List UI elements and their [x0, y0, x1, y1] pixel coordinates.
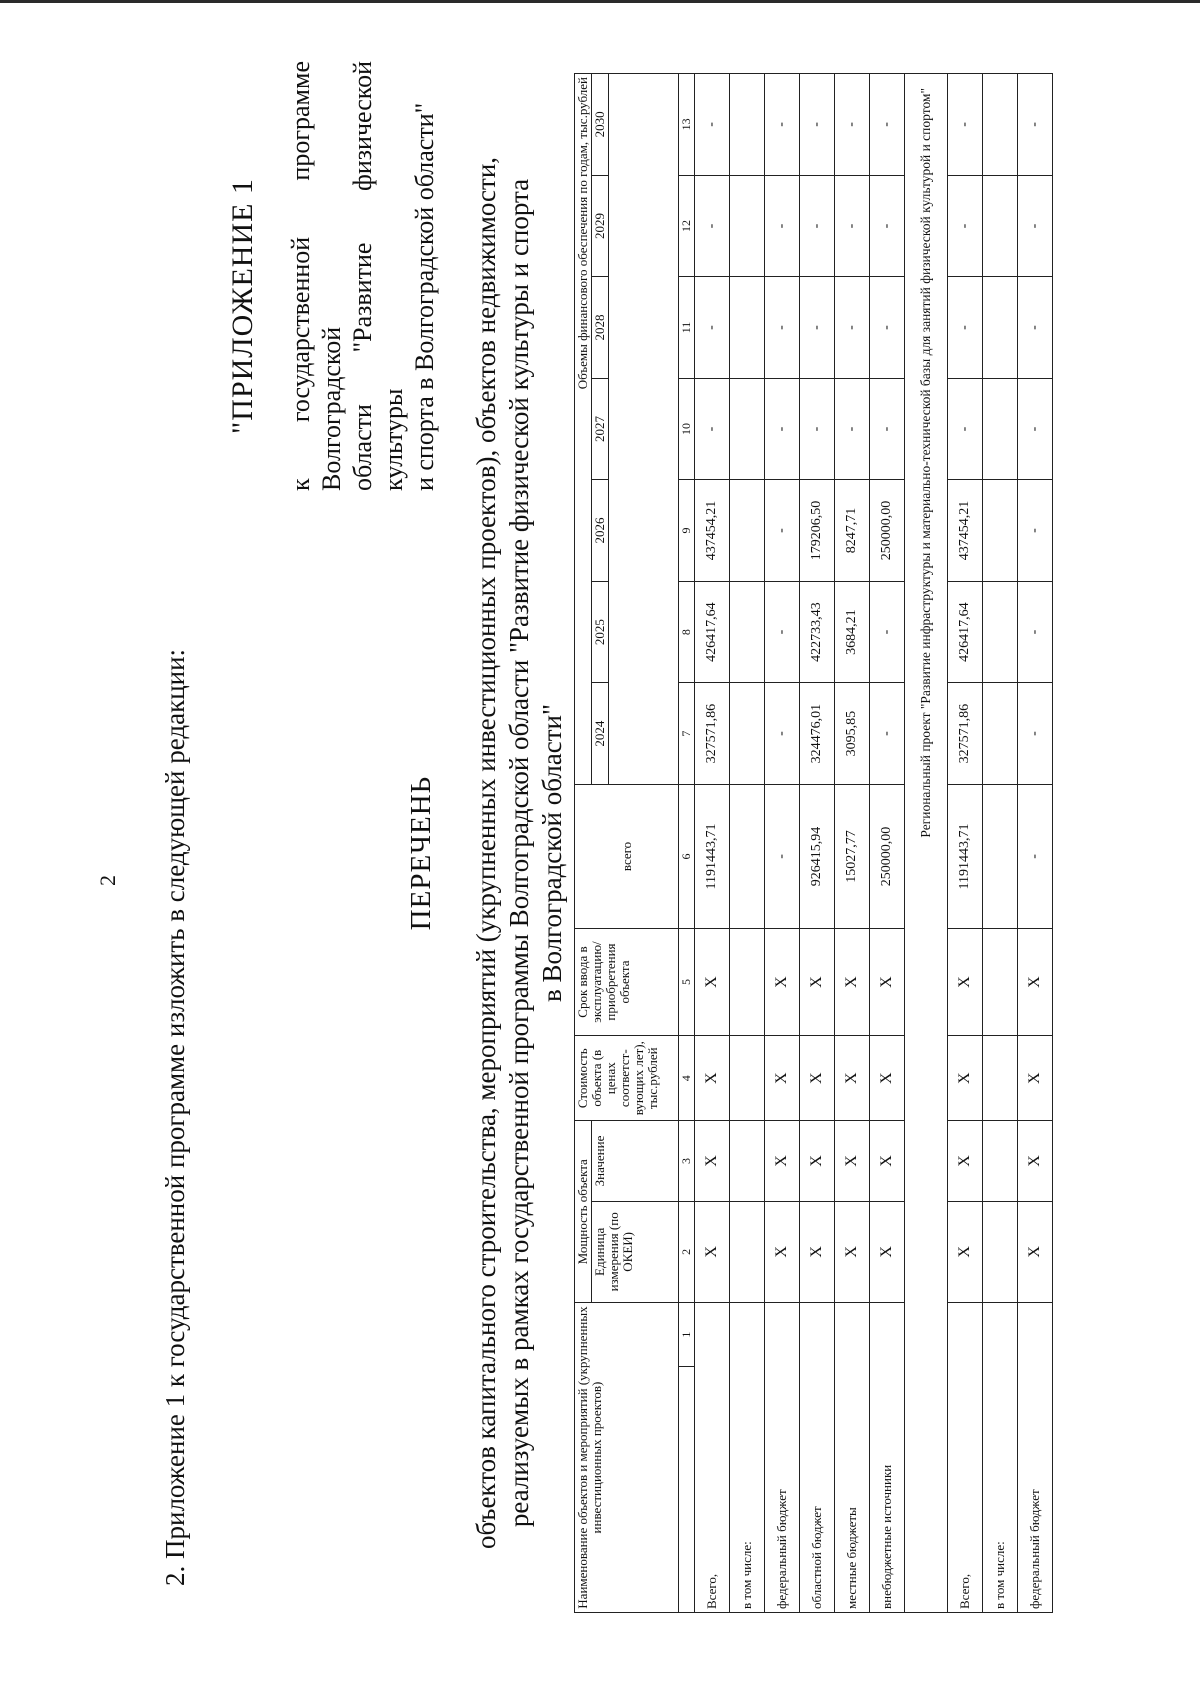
- table-cell: -: [800, 277, 835, 379]
- table-cell: 1191443,71: [695, 784, 730, 928]
- table-cell: -: [835, 74, 870, 176]
- table-cell: [730, 480, 765, 582]
- table-cell: 422733,43: [800, 581, 835, 683]
- table-cell: X: [948, 929, 983, 1036]
- table-cell: 1191443,71: [948, 784, 983, 928]
- table-cell: 926415,94: [800, 784, 835, 928]
- header-funding: Объемы финансового обеспечения по годам, тыс.рублей: [575, 74, 592, 785]
- table-cell: -: [835, 378, 870, 480]
- table-cell: X: [870, 1201, 905, 1303]
- row-name: внебюджетные источники: [870, 1303, 905, 1613]
- table-cell: 426417,64: [695, 581, 730, 683]
- table-cell: [983, 929, 1018, 1036]
- table-cell: X: [765, 1201, 800, 1303]
- table-cell: X: [870, 1121, 905, 1201]
- project-title: Региональный проект "Развитие инфраструктуры и материально-технической базы для занятий физической культурой и спортом": [905, 74, 948, 1613]
- table-cell: 437454,21: [948, 480, 983, 582]
- table-cell: -: [695, 175, 730, 277]
- column-number: 6: [679, 784, 695, 928]
- row-name: местные бюджеты: [835, 1303, 870, 1613]
- column-numbers-row: [679, 74, 695, 1613]
- table-cell: 179206,50: [800, 480, 835, 582]
- table-cell: 15027,77: [835, 784, 870, 928]
- table-cell: X: [800, 1035, 835, 1120]
- table-cell: -: [765, 581, 800, 683]
- header-total: всего: [575, 784, 679, 928]
- header-year: 2027: [592, 378, 609, 480]
- table-cell: -: [870, 683, 905, 785]
- table-row: [948, 74, 983, 1613]
- table-cell: 8247,71: [835, 480, 870, 582]
- table-cell: -: [765, 683, 800, 785]
- table-cell: X: [835, 1201, 870, 1303]
- table-cell: X: [948, 1121, 983, 1201]
- header-spacer: [609, 74, 679, 785]
- table-cell: X: [765, 1035, 800, 1120]
- table-cell: X: [1018, 1035, 1053, 1120]
- table-cell: -: [948, 74, 983, 176]
- table-row: [983, 74, 1018, 1613]
- table-cell: X: [1018, 929, 1053, 1036]
- table-cell: -: [1018, 683, 1053, 785]
- header-cost: Стоимость объекта (в ценах соответст-вующих лет), тыс.рублей: [575, 1035, 679, 1120]
- table-cell: 3684,21: [835, 581, 870, 683]
- row-name: федеральный бюджет: [1018, 1303, 1053, 1613]
- header-capacity: Мощность объекта: [575, 1121, 592, 1303]
- table-cell: [730, 929, 765, 1036]
- table-cell: 426417,64: [948, 581, 983, 683]
- appendix-line: к государственной программе Волгоградской: [286, 61, 346, 491]
- table-cell: X: [695, 1121, 730, 1201]
- table-cell: -: [1018, 784, 1053, 928]
- appendix-line: области "Развитие физической культуры: [348, 61, 408, 491]
- table-cell: -: [765, 378, 800, 480]
- table-cell: X: [835, 1035, 870, 1120]
- table-cell: -: [870, 277, 905, 379]
- table-cell: -: [1018, 581, 1053, 683]
- row-name: Всего,: [695, 1303, 730, 1613]
- column-number: 5: [679, 929, 695, 1036]
- column-number: 13: [679, 74, 695, 176]
- table-cell: [983, 480, 1018, 582]
- table-cell: [983, 378, 1018, 480]
- table-cell: -: [800, 378, 835, 480]
- table-row: [730, 74, 765, 1613]
- table-cell: -: [835, 175, 870, 277]
- table-cell: -: [870, 378, 905, 480]
- table-body: [679, 74, 1053, 1613]
- column-number: 4: [679, 1035, 695, 1120]
- column-number: [679, 1367, 695, 1613]
- table-row: [695, 74, 730, 1613]
- row-name: Всего,: [948, 1303, 983, 1613]
- header-year: 2029: [592, 175, 609, 277]
- table-cell: 327571,86: [948, 683, 983, 785]
- header-year: 2026: [592, 480, 609, 582]
- row-name: в том числе:: [730, 1303, 765, 1613]
- table-cell: -: [1018, 378, 1053, 480]
- table-cell: 324476,01: [800, 683, 835, 785]
- header-deadline: Срок ввода в эксплуатацию/ приобретения объекта: [575, 929, 679, 1036]
- header-name: Наименование объектов и мероприятий (укрупненных инвестиционных проектов): [575, 1303, 679, 1613]
- column-number: 2: [679, 1201, 695, 1303]
- list-subtitle-line: реализуемых в рамках государственной программы Волгоградской области "Развитие физической культуры и спорта: [504, 178, 534, 1528]
- table-cell: -: [948, 277, 983, 379]
- table-cell: -: [765, 277, 800, 379]
- column-number: 3: [679, 1121, 695, 1201]
- table-cell: [730, 784, 765, 928]
- table-cell: [730, 1201, 765, 1303]
- table-row: [835, 74, 870, 1613]
- table-cell: -: [695, 277, 730, 379]
- row-name: в том числе:: [983, 1303, 1018, 1613]
- table-cell: [983, 581, 1018, 683]
- table-cell: 250000,00: [870, 480, 905, 582]
- table-cell: [983, 1121, 1018, 1201]
- table-cell: -: [948, 175, 983, 277]
- table-cell: [730, 1121, 765, 1201]
- header-year: 2024: [592, 683, 609, 785]
- column-number: 10: [679, 378, 695, 480]
- table-cell: X: [695, 929, 730, 1036]
- table-cell: X: [948, 1201, 983, 1303]
- table-cell: -: [800, 74, 835, 176]
- table-cell: -: [695, 74, 730, 176]
- header-year: 2028: [592, 277, 609, 379]
- table-cell: X: [800, 1201, 835, 1303]
- table-cell: -: [870, 175, 905, 277]
- table-cell: [983, 683, 1018, 785]
- row-name: федеральный бюджет: [765, 1303, 800, 1613]
- column-number: 1: [679, 1303, 695, 1367]
- table-cell: [983, 277, 1018, 379]
- header-unit: Единица измерения (по ОКЕИ): [592, 1201, 679, 1303]
- table-cell: -: [1018, 74, 1053, 176]
- table-cell: [730, 277, 765, 379]
- header-value: Значение: [592, 1121, 679, 1201]
- column-number: 7: [679, 683, 695, 785]
- table-cell: -: [870, 581, 905, 683]
- table-cell: -: [1018, 277, 1053, 379]
- table-cell: X: [695, 1035, 730, 1120]
- table-cell: X: [765, 1121, 800, 1201]
- table-cell: [730, 74, 765, 176]
- table-row: [1018, 74, 1053, 1613]
- page-number: 2: [95, 875, 120, 886]
- appendix-line: и спорта в Волгоградской области": [410, 102, 439, 491]
- table-cell: -: [835, 277, 870, 379]
- table-cell: X: [1018, 1121, 1053, 1201]
- table-cell: X: [835, 929, 870, 1036]
- column-number: 9: [679, 480, 695, 582]
- appendix-title: "ПРИЛОЖЕНИЕ 1: [226, 178, 259, 434]
- table-cell: X: [835, 1121, 870, 1201]
- list-subtitle: [470, 0, 569, 1706]
- table-cell: X: [948, 1035, 983, 1120]
- table-row: [765, 74, 800, 1613]
- table-cell: [983, 784, 1018, 928]
- table-cell: [983, 1035, 1018, 1120]
- header-year: 2025: [592, 581, 609, 683]
- table-cell: [983, 1201, 1018, 1303]
- header-year: 2030: [592, 74, 609, 176]
- table-cell: -: [1018, 175, 1053, 277]
- table-cell: X: [1018, 1201, 1053, 1303]
- table-cell: X: [870, 929, 905, 1036]
- table-cell: [730, 581, 765, 683]
- table-row: [800, 74, 835, 1613]
- table-cell: X: [765, 929, 800, 1036]
- list-title: ПЕРЕЧЕНЬ: [405, 775, 437, 931]
- table-cell: -: [1018, 480, 1053, 582]
- table-cell: [983, 74, 1018, 176]
- list-subtitle-line: в Волгоградской области": [537, 703, 567, 1003]
- table-row: [870, 74, 905, 1613]
- table-cell: [730, 683, 765, 785]
- table-cell: -: [870, 74, 905, 176]
- column-number: 11: [679, 277, 695, 379]
- table-cell: X: [800, 1121, 835, 1201]
- table-cell: -: [765, 784, 800, 928]
- table-cell: -: [800, 175, 835, 277]
- table-cell: -: [765, 480, 800, 582]
- table-cell: 250000,00: [870, 784, 905, 928]
- table-cell: 3095,85: [835, 683, 870, 785]
- list-subtitle-line: объектов капитального строительства, мероприятий (укрупненных инвестиционных проектов), объектов недвижимости,: [471, 156, 501, 1550]
- table-cell: [983, 175, 1018, 277]
- table-cell: 437454,21: [695, 480, 730, 582]
- table-cell: 327571,86: [695, 683, 730, 785]
- table-cell: -: [765, 74, 800, 176]
- objects-table: [574, 73, 1053, 1613]
- table-cell: -: [765, 175, 800, 277]
- row-name: областной бюджет: [800, 1303, 835, 1613]
- table-cell: [730, 1035, 765, 1120]
- table-cell: X: [695, 1201, 730, 1303]
- table-cell: X: [800, 929, 835, 1036]
- intro-text: 2. Приложение 1 к государственной программе изложить в следующей редакции:: [160, 648, 190, 1586]
- column-number: 12: [679, 175, 695, 277]
- table-cell: -: [948, 378, 983, 480]
- table-cell: [730, 378, 765, 480]
- table-cell: [730, 175, 765, 277]
- project-row: [905, 74, 948, 1613]
- table-cell: -: [695, 378, 730, 480]
- column-number: 8: [679, 581, 695, 683]
- table-cell: X: [870, 1035, 905, 1120]
